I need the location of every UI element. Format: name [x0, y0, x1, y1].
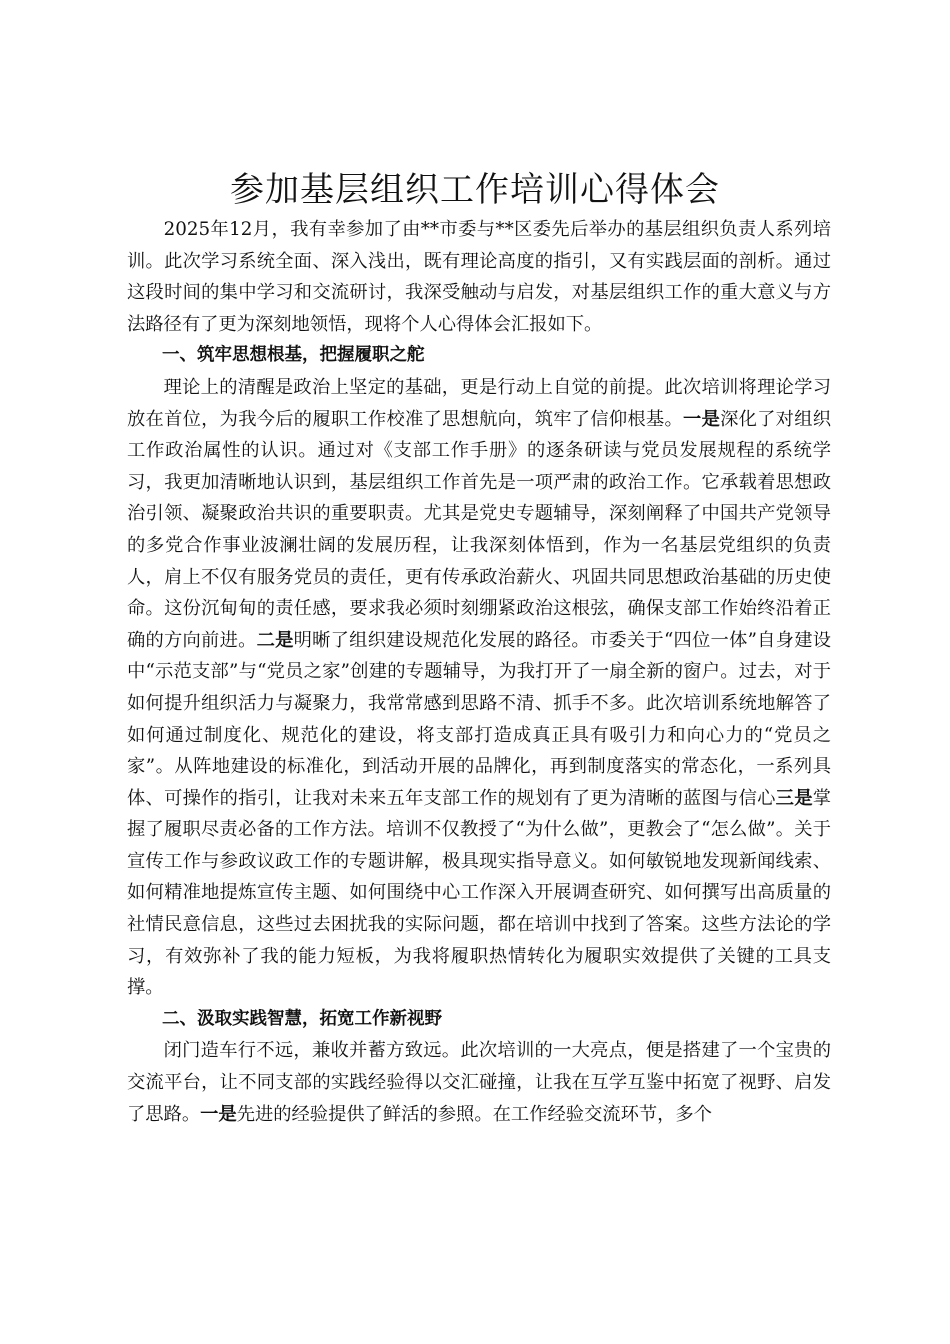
section-2-opening-text: 闭门造车行不远，兼收并蓄方致远。此次培训的一大亮点，便是搭建了一个宝贵的交流平台，让不同支部的实践经验得以交汇碰撞，让我在互学互鉴中拓宽了视野、启发了思路。 [127, 1040, 831, 1125]
section-1-opening-text: 理论上的清醒是政治上坚定的基础，更是行动上自觉的前提。此次培训将理论学习放在首位，为我今后的履职工作校准了思想航向，筑牢了信仰根基。 [127, 376, 831, 430]
section-1-point-3-text: 掌握了履职尽责必备的工作方法。培训不仅教授了“为什么做”，更教会了“怎么做”。关于宣传工作与参政议政工作的专题讲解，极具现实指导意义。如何敏锐地发现新闻线索、如何精准地提炼宣传主题、如何围绕中心工作深入开展调查研究、如何撰写出高质量的社情民意信息，这些过去困扰我的实际问题，都在培训中找到了答案。这些方法论的学习，有效弥补了我的能力短板，为我将履职热情转化为履职实效提供了关键的工具支撑。 [127, 787, 832, 999]
section-2-heading: 二、汲取实践智慧，拓宽工作新视野 [162, 1008, 442, 1029]
section-2-point-1-lead: 一是 [200, 1103, 237, 1125]
document-body [127, 214, 831, 1130]
section-1-heading: 一、筑牢思想根基，把握履职之舵 [162, 345, 425, 366]
document-title: 参加基层组织工作培训心得体会 [230, 170, 720, 210]
section-1-point-1-lead: 一是 [683, 408, 721, 430]
section-1-point-3-lead: 三是 [775, 787, 813, 809]
intro-paragraph: 2025年12月，我有幸参加了由**市委与**区委先后举办的基层组织负责人系列培训。此次学习系统全面、深入浅出，既有理论高度的指引，又有实践层面的剖析。通过这段时间的集中学习和交流研讨，我深受触动与启发，对基层组织工作的重大意义与方法路径有了更为深刻地领悟，现将个人心得体会汇报如下。 [127, 219, 831, 335]
section-1-point-2-text: 明晰了组织建设规范化发展的路径。市委关于“四位一体”自身建设中“示范支部”与“党员之家”创建的专题辅导，为我打开了一扇全新的窗户。过去，对于如何提升组织活力与凝聚力，我常常感到思路不清、抓手不多。此次培训系统地解答了如何通过制度化、规范化的建设，将支部打造成真正具有吸引力和向心力的“党员之家”。从阵地建设的标准化，到活动开展的品牌化，再到制度落实的常态化，一系列具体、可操作的指引，让我对未来五年支部工作的规划有了更为清晰的蓝图与信心 [127, 629, 831, 809]
section-2-point-1-text: 先进的经验提供了鲜活的参照。在工作经验交流环节，多个 [236, 1103, 712, 1125]
section-1-point-1-text: 深化了对组织工作政治属性的认识。通过对《支部工作手册》的逐条研读与党员发展规程的系统学习，我更加清晰地认识到，基层组织工作首先是一项严肃的政治工作。它承载着思想政治引领、凝聚政治共识的重要职责。尤其是党史专题辅导，深刻阐释了中国共产党领导的多党合作事业波澜壮阔的发展历程，让我深刻体悟到，作为一名基层党组织的负责人，肩上不仅有服务党员的责任，更有传承政治薪火、巩固共同思想政治基础的历史使命。这份沉甸甸的责任感，要求我必须时刻绷紧政治这根弦，确保支部工作始终沿着正确的方向前进。 [127, 408, 832, 651]
section-1-point-2-lead: 二是 [256, 629, 294, 651]
section-2-paragraph [127, 1035, 831, 1130]
section-1-paragraph [127, 372, 831, 1004]
